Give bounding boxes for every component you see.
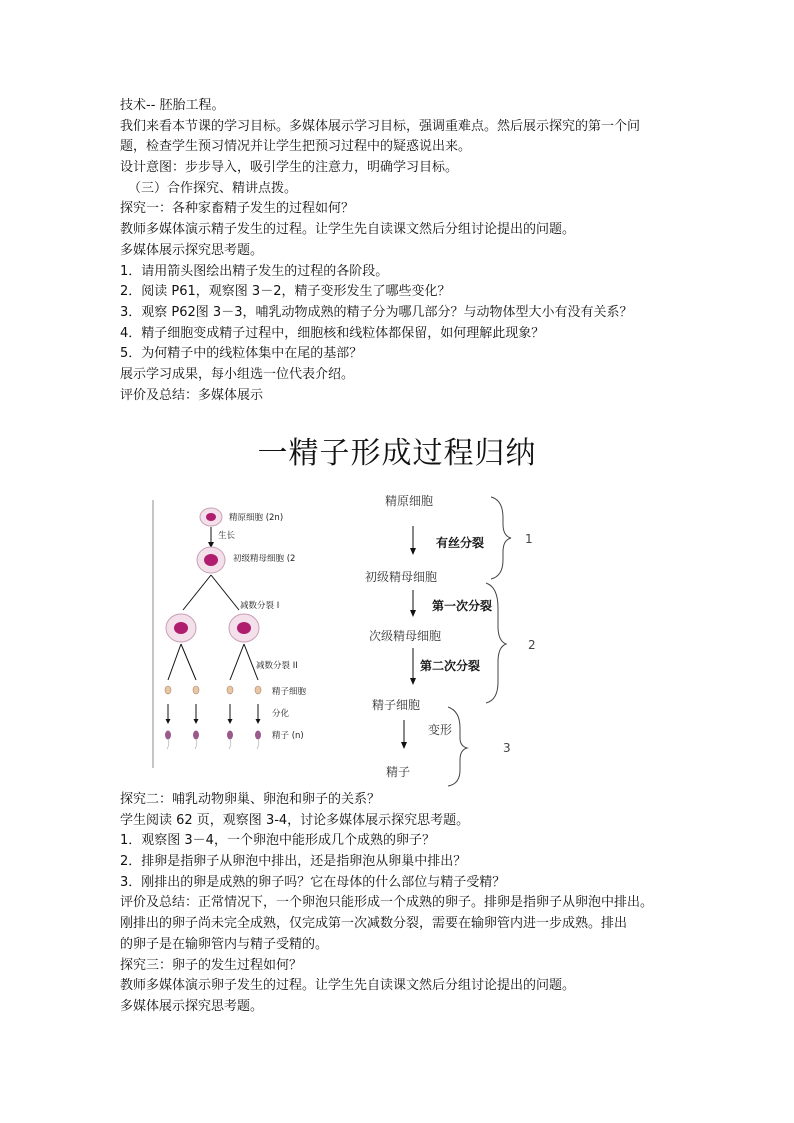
flow-stage-spermatogonium: 精原细胞 (385, 494, 434, 508)
top-text-block (120, 96, 680, 406)
bottom-text-block (120, 790, 680, 1018)
sperm-cells (165, 731, 261, 750)
primary-spermatocyte-label: 初级精母细胞 (2 (233, 554, 296, 564)
text-line: 的卵子是在输卵管内与精子受精的。 (120, 936, 329, 952)
text-line: 教师多媒体演示卵子发生的过程。让学生先自读课文然后分组讨论提出的问题。 (120, 978, 576, 994)
text-line: 刚排出的卵子尚未完全成熟，仅完成第一次减数分裂，需要在输卵管内进一步成熟。排出 (120, 916, 628, 932)
text-line: 多媒体展示探究思考题。 (120, 242, 264, 258)
flow-stage-sperm: 精子 (386, 765, 411, 779)
flow-stage-spermatid: 精子细胞 (372, 698, 421, 712)
text-line: 学生阅读 62 页，观察图 3-4，讨论多媒体展示探究思考题。 (120, 812, 470, 828)
spermatid-label: 精子细胞 (272, 687, 307, 697)
brace-1 (491, 497, 511, 579)
spermatid-cells (165, 686, 261, 694)
meiosis-two-label: 减数分裂 II (256, 661, 298, 671)
spermatogenesis-flowchart (355, 488, 555, 788)
slide-title: 一精子形成过程归纳 (257, 436, 537, 471)
question-item: 5．为何精子中的线粒体集中在尾的基部？ (120, 346, 363, 362)
flow-stage-secondary: 次级精母细胞 (369, 629, 442, 643)
text-line: 展示学习成果，每小组选一位代表介绍。 (120, 366, 355, 382)
text-line: 评价及总结：正常情况下，一个卵泡只能形成一个成熟的卵子。排卵是指卵子从卵泡中排出。 (120, 895, 654, 911)
brace-1-number: 1 (525, 532, 533, 546)
brace-3-number: 3 (503, 741, 511, 755)
flow-step-transformation: 变形 (428, 723, 453, 737)
growth-label: 生长 (218, 531, 236, 541)
question-item: 4．精子细胞变成精子过程中，细胞核和线粒体都保留，如何理解此现象？ (120, 325, 545, 341)
spermatogenesis-figure (150, 498, 330, 770)
sperm-label: 精子 (n) (272, 731, 304, 741)
text-line: 探究一：各种家畜精子发生的过程如何？ (120, 201, 355, 217)
text-line: 评价及总结：多媒体展示 (120, 387, 264, 403)
text-line: 我们来看本节课的学习目标。多媒体展示学习目标，强调重难点。然后展示探究的第一个问 (120, 118, 641, 134)
question-item: 1．请用箭头图绘出精子发生的过程的各阶段。 (120, 263, 389, 279)
primary-spermatocyte-cell (197, 547, 225, 573)
secondary-spermatocyte-cell (229, 614, 259, 642)
text-line: 设计意图：步步导入，吸引学生的注意力，明确学习目标。 (120, 160, 459, 176)
flow-stage-primary: 初级精母细胞 (365, 570, 438, 584)
differentiation-label: 分化 (272, 709, 290, 719)
section-heading: （三）合作探究、精讲点拨。 (128, 180, 298, 196)
text-line: 技术-- 胚胎工程。 (120, 98, 225, 113)
flow-step-first-division: 第一次分裂 (432, 599, 493, 613)
brace-2-number: 2 (528, 638, 536, 652)
text-line: 教师多媒体演示精子发生的过程。让学生先自读课文然后分组讨论提出的问题。 (120, 222, 576, 238)
meiosis-one-label: 减数分裂 I (240, 601, 280, 611)
spermatogonium-cell (200, 508, 222, 526)
spermatogonium-label: 精原细胞 (2n) (229, 513, 284, 523)
secondary-spermatocyte-cell (166, 614, 196, 642)
text-line: 多媒体展示探究思考题。 (120, 998, 264, 1014)
section-heading: 探究二：哺乳动物卵巢、卵泡和卵子的关系？ (120, 792, 381, 807)
brace-3 (448, 707, 467, 786)
question-item: 2．阅读 P61，观察图 3－2，精子变形发生了哪些变化？ (120, 284, 451, 300)
question-item: 1．观察图 3－4，一个卵泡中能形成几个成熟的卵子？ (120, 833, 435, 849)
section-heading: 探究三：卵子的发生过程如何？ (120, 957, 303, 973)
text-line: 题，检查学生预习情况并让学生把预习过程中的疑惑说出来。 (120, 139, 472, 155)
flow-step-second-division: 第二次分裂 (420, 659, 481, 673)
question-item: 3．刚排出的卵是成熟的卵子吗？它在母体的什么部位与精子受精？ (120, 874, 506, 890)
question-item: 2．排卵是指卵子从卵泡中排出，还是指卵泡从卵巢中排出？ (120, 854, 467, 870)
flow-step-mitosis: 有丝分裂 (436, 536, 485, 550)
question-item: 3．观察 P62图 3－3，哺乳动物成熟的精子分为哪几部分？与动物体型大小有没有关系？ (120, 304, 633, 320)
